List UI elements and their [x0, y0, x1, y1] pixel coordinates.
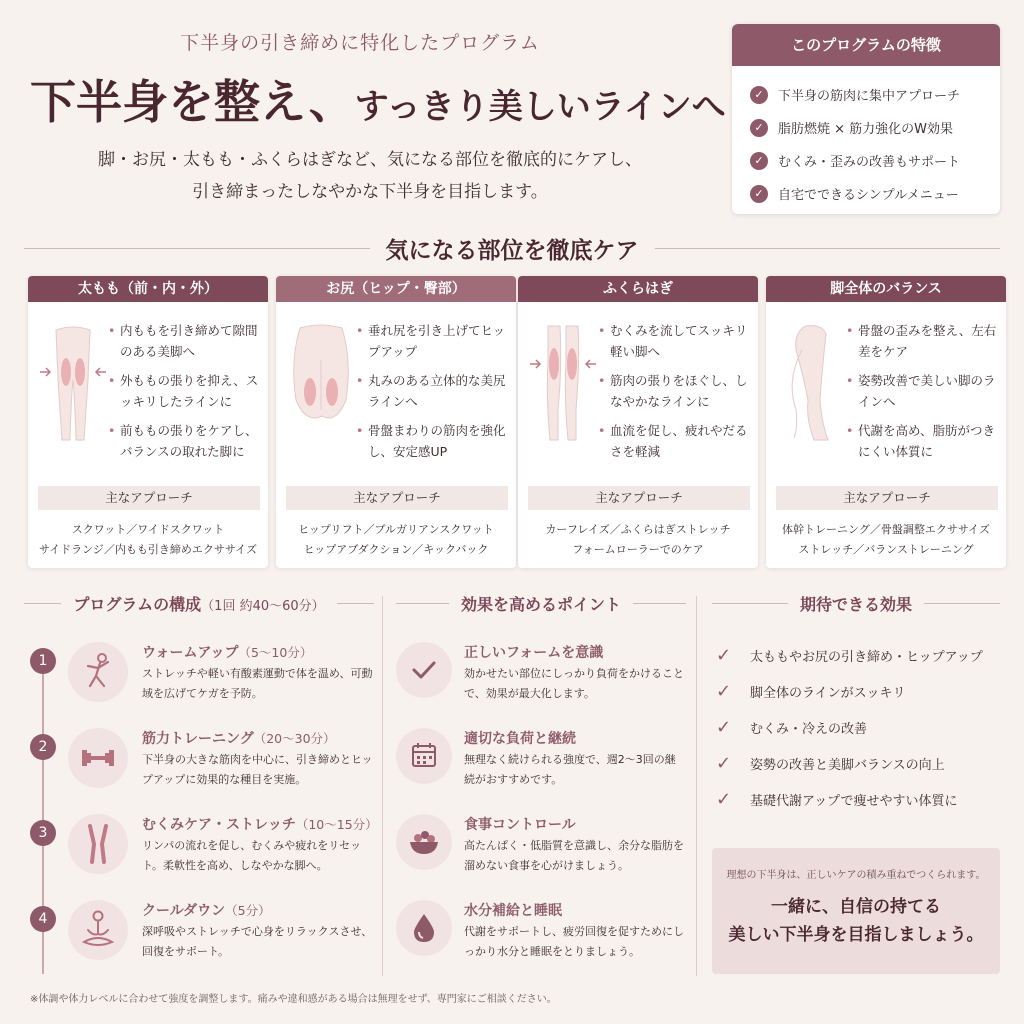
approach-line: サイドランジ／内もも引き締めエクササイズ: [38, 543, 258, 556]
program-step: [24, 731, 374, 814]
focus-section-header: [24, 228, 1000, 268]
card-title: 脚全体のバランス: [766, 276, 1006, 302]
tip-item: [396, 903, 686, 986]
points-title: 効果を高めるポイント: [461, 594, 622, 614]
step-duration: （5〜10分）: [238, 645, 313, 660]
card-title: お尻（ヒップ・臀部）: [276, 276, 516, 302]
page-title: [30, 66, 726, 132]
features-title: このプログラムの特徴: [732, 24, 1000, 66]
effect-label: むくみ・冷えの改善: [750, 721, 868, 737]
card-bullet: • 代謝を高め、脂肪がつきにくい体質に: [846, 420, 1002, 462]
tip-title: 食事コントロール: [464, 817, 576, 833]
effect-item: [716, 640, 1006, 670]
step-title-label: クールダウン: [142, 903, 226, 919]
step-title: [142, 814, 378, 834]
card-bullets: [846, 320, 1002, 470]
intro-text: [60, 144, 680, 208]
approach-text: [280, 520, 512, 560]
feature-item: [750, 78, 982, 111]
features-box: [732, 24, 1000, 214]
check-icon: ✓: [716, 644, 732, 666]
tip-title: 水分補給と睡眠: [464, 903, 562, 919]
feature-label: 脂肪燃焼 × 筋力強化のW効果: [778, 122, 954, 137]
card-bullet: • 骨盤まわりの筋肉を強化し、安定感UP: [356, 420, 512, 462]
tip-description: 代謝をサポートし、疲労回復を促すためにしっかり水分と睡眠をとりましょう。: [464, 925, 684, 958]
divider: [337, 603, 374, 604]
feature-item: [750, 111, 982, 144]
card-title: ふくらはぎ: [518, 276, 758, 302]
focus-section-title: 気になる部位を徹底ケア: [385, 237, 639, 264]
approach-line: 体幹トレーニング／骨盤調整エクササイズ: [782, 523, 990, 536]
approach-line: カーフレイズ／ふくらはぎストレッチ: [545, 523, 731, 536]
column-divider: [696, 596, 697, 976]
divider: [633, 603, 686, 604]
legs-icon: [68, 814, 128, 874]
approach-label: 主なアプローチ: [38, 486, 260, 510]
effect-label: 太ももやお尻の引き締め・ヒップアップ: [750, 649, 983, 665]
program-step: [24, 903, 374, 986]
step-number: 4: [30, 906, 56, 932]
feature-label: むくみ・歪みの改善もサポート: [778, 155, 961, 170]
card-title: 太もも（前・内・外）: [28, 276, 268, 302]
step-duration: （10〜15分）: [295, 817, 378, 832]
effect-item: [716, 712, 1006, 742]
approach-text: [522, 520, 754, 560]
step-description: ストレッチや軽い有酸素運動で体を温め、可動域を広げてケガを予防。: [142, 667, 373, 700]
approach-label: 主なアプローチ: [528, 486, 750, 510]
card-bullet: • 丸みのある立体的な美尻ラインへ: [356, 370, 512, 412]
check-icon: ✓: [716, 680, 732, 702]
card-bullet: • 姿勢改善で美しい脚のラインへ: [846, 370, 1002, 412]
headline-main: 下半身を整え、: [30, 75, 355, 129]
divider: [655, 248, 1001, 249]
approach-line: ストレッチ／バランストレーニング: [798, 543, 974, 556]
divider: [24, 248, 370, 249]
program-subtitle: 下半身の引き締めに特化したプログラム: [180, 32, 540, 54]
card-bullet: • 血流を促し、疲れやだるさを軽減: [598, 420, 754, 462]
program-step: [24, 645, 374, 728]
message-line-1: 一緒に、自信の持てる: [771, 897, 941, 917]
step-number: 3: [30, 820, 56, 846]
message-box: [712, 848, 1000, 974]
approach-line: ヒップアブダクション／キックバック: [303, 543, 489, 556]
food-bowl-icon: [396, 814, 452, 870]
program-step: [24, 817, 378, 900]
intro-line-1: 脚・お尻・太もも・ふくらはぎなど、気になる部位を徹底的にケアし、: [98, 150, 642, 170]
focus-card-balance: [766, 276, 1006, 568]
check-icon: [396, 642, 452, 698]
check-circle-icon: ✓: [750, 86, 768, 104]
check-circle-icon: ✓: [750, 119, 768, 137]
tip-item: [396, 731, 686, 814]
focus-card-calf: [518, 276, 758, 568]
calf-illustration: [528, 320, 598, 450]
calendar-icon: [396, 728, 452, 784]
check-circle-icon: ✓: [750, 152, 768, 170]
tip-description: 効かせたい部位にしっかり負荷をかけることで、効果が最大化します。: [464, 667, 684, 700]
leg-illustration: [776, 320, 846, 450]
headline-sub: すっきり美しいラインへ: [354, 87, 726, 127]
effect-label: 姿勢の改善と美脚バランスの向上: [750, 757, 945, 773]
step-title-label: ウォームアップ: [142, 645, 239, 661]
card-bullet: • 外ももの張りを抑え、スッキリしたラインに: [108, 370, 264, 412]
program-title: [61, 592, 336, 615]
points-section-header: [396, 588, 686, 618]
approach-line: ヒップリフト／ブルガリアンスクワット: [298, 523, 494, 536]
intro-line-2: 引き締まったしなやかな下半身を目指します。: [192, 182, 548, 202]
effects-section-header: [712, 588, 1000, 618]
card-bullets: [598, 320, 754, 470]
effect-label: 脚全体のラインがスッキリ: [750, 685, 906, 701]
effect-item: [716, 784, 1006, 814]
card-bullet: • 前ももの張りをケアし、バランスの取れた脚に: [108, 420, 264, 462]
check-icon: ✓: [716, 716, 732, 738]
focus-card-thigh: [28, 276, 268, 568]
meditation-icon: [68, 900, 128, 960]
tip-description: 高たんぱく・低脂質を意識し、余分な脂肪を溜めない食事を心がけましょう。: [464, 839, 684, 872]
step-title: [142, 728, 336, 748]
card-bullet: • むくみを流してスッキリ軽い脚へ: [598, 320, 754, 362]
feature-item: [750, 144, 982, 177]
approach-label: 主なアプローチ: [776, 486, 998, 510]
step-duration: （20〜30分）: [253, 731, 336, 746]
card-bullet: • 筋肉の張りをほぐし、しなやかなラインに: [598, 370, 754, 412]
divider: [24, 603, 61, 604]
tip-title: 正しいフォームを意識: [464, 645, 604, 661]
step-number: 1: [30, 648, 56, 674]
program-section-header: [24, 588, 374, 618]
approach-text: [770, 520, 1002, 560]
approach-line: フォームローラーでのケア: [572, 543, 704, 556]
footnote: ※体調や体力レベルに合わせて強度を調整します。痛みや違和感がある場合は無理をせず、専門家にご相談ください。: [30, 994, 557, 1005]
dumbbell-icon: [68, 728, 128, 788]
step-title: [142, 900, 271, 920]
stretching-figure-icon: [68, 642, 128, 702]
tip-description: 無理なく続けられる強度で、週2〜3回の継続がおすすめです。: [464, 753, 676, 786]
effect-item: [716, 676, 1006, 706]
water-drop-icon: [396, 900, 452, 956]
check-icon: ✓: [716, 788, 732, 810]
effect-label: 基礎代謝アップで痩せやすい体質に: [750, 793, 958, 809]
divider: [712, 603, 788, 604]
approach-label: 主なアプローチ: [286, 486, 508, 510]
card-bullet: • 垂れ尻を引き上げてヒップアップ: [356, 320, 512, 362]
tip-item: [396, 817, 686, 900]
message-main: [712, 893, 1000, 949]
feature-label: 下半身の筋肉に集中アプローチ: [778, 89, 961, 104]
step-duration: （5分）: [225, 903, 271, 918]
message-small: 理想の下半身は、正しいケアの積み重ねでつくられます。: [726, 870, 986, 881]
effects-title: 期待できる効果: [800, 594, 913, 614]
card-bullet: • 骨盤の歪みを整え、左右差をケア: [846, 320, 1002, 362]
program-title-note: （1回 約40〜60分）: [201, 598, 325, 614]
features-list: [732, 66, 1000, 214]
step-title-label: 筋力トレーニング: [142, 731, 254, 747]
check-circle-icon: ✓: [750, 185, 768, 203]
approach-line: スクワット／ワイドスクワット: [71, 523, 225, 536]
step-title: [142, 642, 312, 662]
feature-label: 自宅でできるシンプルメニュー: [778, 188, 959, 203]
step-description: 深呼吸やストレッチで心身をリラックスさせ、回復をサポート。: [142, 925, 373, 958]
focus-card-hip: [276, 276, 516, 568]
step-number: 2: [30, 734, 56, 760]
program-title-label: プログラムの構成: [73, 594, 202, 614]
tip-title: 適切な負荷と継続: [464, 731, 576, 747]
card-bullet: • 内ももを引き締めて隙間のある美脚へ: [108, 320, 264, 362]
step-description: 下半身の大きな筋肉を中心に、引き締めとヒップアップに効果的な種目を実施。: [142, 753, 373, 786]
tip-item: [396, 645, 686, 728]
divider: [396, 603, 449, 604]
approach-text: [32, 520, 264, 560]
step-description: リンパの流れを促し、むくみや疲れをリセット。柔軟性を高め、しなやかな脚へ。: [142, 839, 362, 872]
thigh-illustration: [38, 320, 108, 450]
card-bullets: [356, 320, 512, 470]
check-icon: ✓: [716, 752, 732, 774]
card-bullets: [108, 320, 264, 470]
step-title-label: むくみケア・ストレッチ: [142, 817, 296, 833]
effect-item: [716, 748, 1006, 778]
divider: [924, 603, 1000, 604]
message-line-2: 美しい下半身を目指しましょう。: [728, 925, 984, 945]
column-divider: [382, 596, 383, 976]
feature-item: [750, 177, 982, 210]
hip-illustration: [286, 320, 356, 450]
